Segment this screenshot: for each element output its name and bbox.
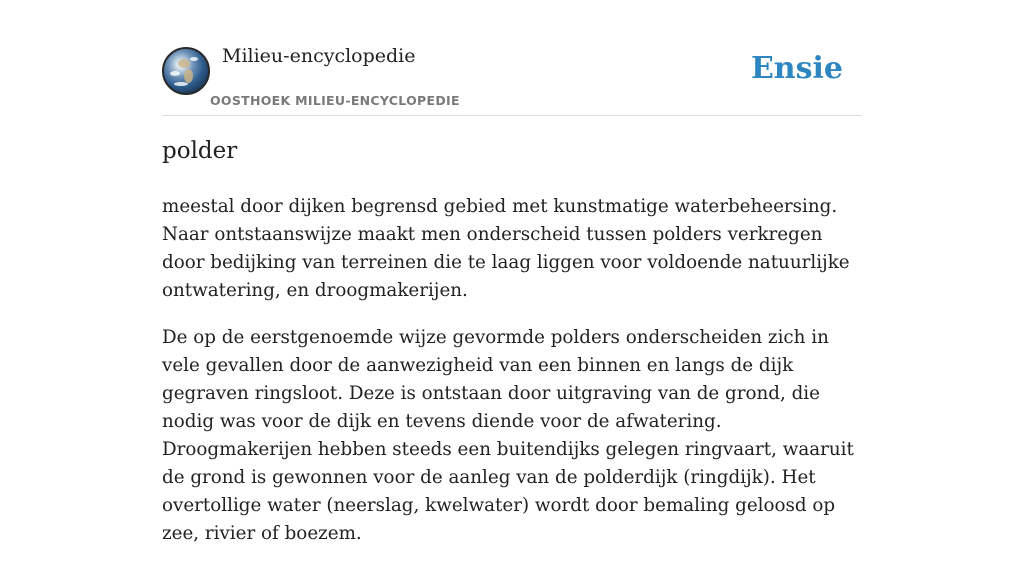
entry-body (162, 193, 862, 567)
earth-globe-icon[interactable] (162, 47, 210, 95)
site-name[interactable]: Milieu-encyclopedie (222, 45, 416, 67)
site-header (162, 0, 862, 116)
brand-logo[interactable]: Ensie (750, 51, 843, 86)
entry-paragraph: De op de eerstgenoemde wijze gevormde polders onderscheiden zich in vele gevallen door de aanwezigheid van een binnen en langs de dijk gegraven ringsloot. Deze is ontstaan door uitgraving van de grond, die nodig was voor de dijk en tevens diende voor de afwatering. Droogmakerijen hebben steeds een buitendijks gelegen ringvaart, waaruit de grond is gewonnen voor de aanleg van de polderdijk (ringdijk). Het overtollige water (neerslag, kwelwater) wordt door bemaling geloosd op zee, rivier of boezem. (162, 327, 854, 544)
page-container (162, 0, 862, 544)
site-subtitle[interactable]: OOSTHOEK MILIEU-ENCYCLOPEDIE (210, 93, 460, 108)
entry-title: polder (162, 138, 238, 164)
entry-paragraph: meestal door dijken begrensd gebied met kunstmatige waterbeheersing. Naar ontstaanswijze maakt men onderscheid tussen polders verkregen door bedijking van terreinen die te laag liggen voor voldoende natuurlijke ontwatering, en droogmakerijen. (162, 196, 850, 301)
